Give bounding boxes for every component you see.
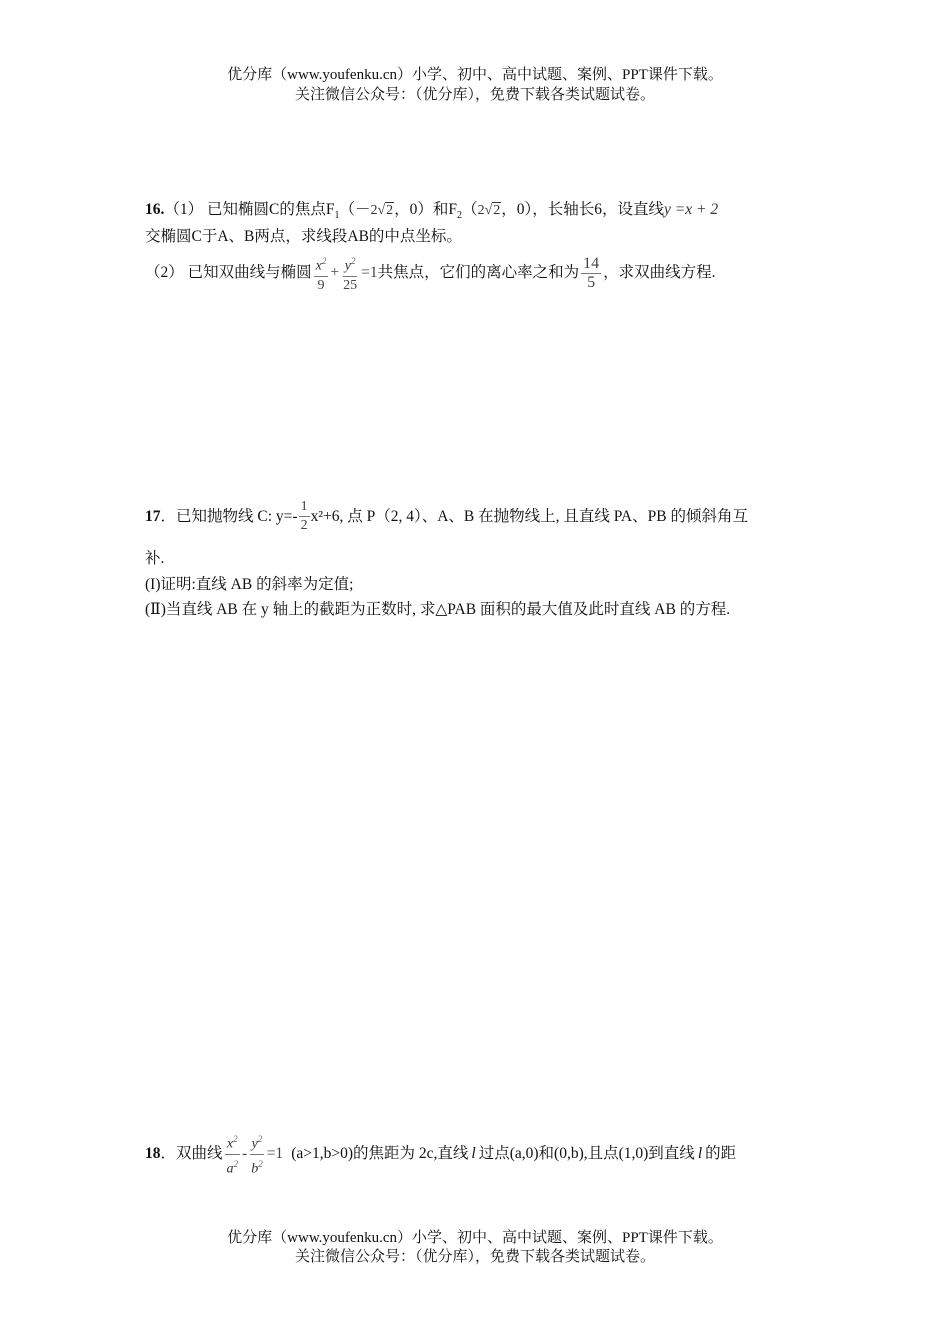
q17-text-b: x²+6, 点 P（2, 4）、A、B 在抛物线上, 且直线 PA、PB 的倾斜角互	[310, 507, 748, 525]
sqrt-coef: 2	[477, 203, 485, 218]
sqrt-radicand: 2	[493, 203, 501, 218]
q18-text-b: (a>1,b>0)的焦距为 2c,直线	[291, 1145, 469, 1163]
frac-denominator: b	[251, 1161, 259, 1177]
header-line-2: 关注微信公众号：（优分库），免费下载各类试题试卷。	[294, 87, 655, 103]
fraction-x2-over-a2	[225, 1130, 241, 1178]
exponent: 2	[321, 256, 327, 266]
exponent: 2	[257, 1134, 263, 1144]
line-l-symbol: l	[697, 1145, 703, 1163]
q18-number: 18	[145, 1145, 161, 1163]
q16-part-2	[145, 252, 716, 295]
q16-line-1	[145, 200, 718, 226]
frac-numerator: x	[226, 1136, 234, 1152]
frac-numerator: 14	[583, 254, 600, 272]
fraction-y2-over-b2	[249, 1130, 265, 1178]
q16-number: 16.	[145, 201, 165, 218]
frac-denominator: 9	[317, 277, 325, 293]
q16-text-d: （	[462, 201, 478, 218]
q16-part2-text-a: （2） 已知双曲线与椭圆	[145, 264, 312, 282]
minus-sign: -	[242, 1145, 248, 1163]
exponent: 2	[350, 256, 356, 266]
frac-numerator: y	[251, 1136, 258, 1152]
sqrt-expression-1: 2√2	[370, 203, 394, 218]
q18-line-1	[145, 1130, 736, 1178]
q17-line-2: 补.	[145, 550, 165, 567]
f2-subscript: 2	[457, 210, 463, 222]
header-line-1: 优分库（www.youfenku.cn）小学、初中、高中试题、案例、PPT课件下载。	[227, 67, 723, 83]
q18-text-d: 的距	[705, 1145, 737, 1163]
equals-one: =1	[361, 264, 378, 282]
f1-subscript: 1	[334, 210, 340, 222]
exponent: 2	[258, 1158, 263, 1169]
q16-part2-text-b: 共焦点，它们的离心率之和为	[377, 264, 580, 282]
q16-text-c: ，0）和F	[394, 201, 458, 218]
q16-line-2: 交椭圆C于A、B两点，求线段AB的中点坐标。	[145, 228, 462, 245]
q17-line-1	[145, 498, 748, 535]
plus-sign: +	[330, 264, 340, 282]
fraction-14-over-5	[581, 255, 601, 292]
exponent: 2	[233, 1158, 239, 1169]
q16-text-a: （1） 已知椭圆C的焦点F	[164, 201, 335, 218]
fraction-x2-over-9	[314, 252, 329, 295]
line-l-symbol: l	[471, 1145, 476, 1163]
equals-one: =1	[266, 1145, 284, 1163]
exponent: 2	[233, 1134, 238, 1144]
frac-denominator: a	[226, 1161, 234, 1177]
frac-numerator: y	[344, 258, 351, 274]
frac-denominator: 2	[300, 518, 308, 533]
sqrt-expression-2: 2√2	[477, 203, 501, 218]
q18-text-c: 过点(a,0)和(0,b),且点(1,0)到直线	[478, 1145, 695, 1163]
frac-numerator: x	[315, 258, 322, 274]
sqrt-coef: 2	[370, 203, 378, 218]
frac-denominator: 25	[343, 277, 358, 293]
line-equation: y =x + 2	[664, 201, 719, 218]
q18-text-a: ．双曲线	[160, 1145, 223, 1163]
q17-part-1: (I)证明:直线 AB 的斜率为定值;	[145, 576, 354, 593]
footer-line-2: 关注微信公众号：（优分库），免费下载各类试题试卷。	[294, 1249, 655, 1265]
frac-numerator: 1	[299, 498, 310, 517]
q16-text-b: （－	[339, 201, 371, 218]
fraction-y2-over-25	[341, 252, 359, 295]
q16-part2-text-c: ，求双曲线方程.	[603, 264, 716, 282]
q17-part-2: (Ⅱ)当直线 AB 在 y 轴上的截距为正数时, 求△PAB 面积的最大值及此时直线 AB 的方程.	[145, 601, 731, 618]
fraction-1-over-2	[299, 498, 310, 535]
q17-number: 17	[145, 507, 161, 525]
footer-line-1: 优分库（www.youfenku.cn）小学、初中、高中试题、案例、PPT课件下载。	[227, 1230, 723, 1246]
q16-text-e: ，0），长轴长6，设直线	[501, 201, 665, 218]
q17-text-a: ．已知抛物线 C: y=-	[160, 507, 298, 525]
sqrt-radicand: 2	[386, 203, 394, 218]
frac-denominator: 5	[587, 273, 596, 291]
